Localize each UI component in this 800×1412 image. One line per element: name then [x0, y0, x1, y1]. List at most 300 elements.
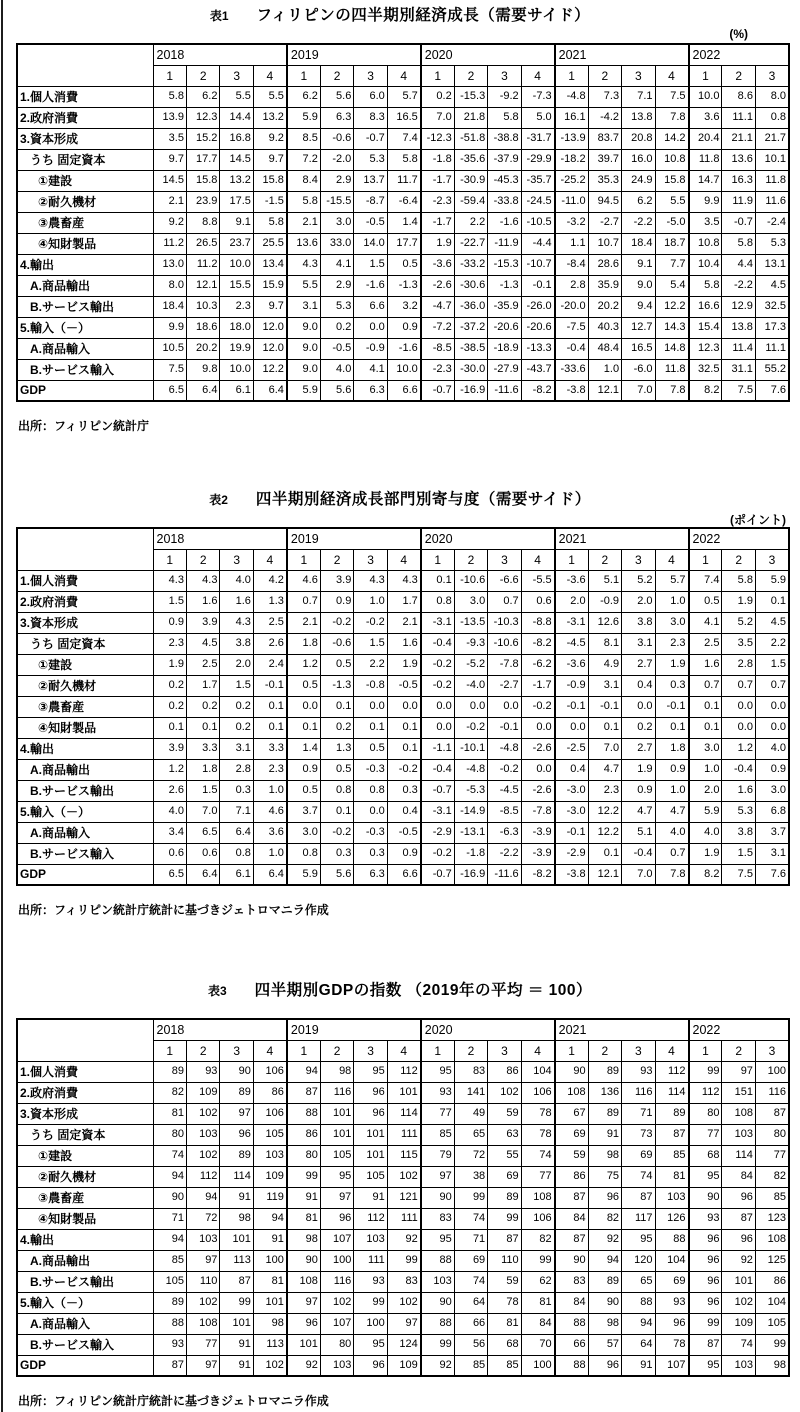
- table-cell: 20.4: [689, 128, 722, 149]
- table-cell: -4.2: [588, 107, 621, 128]
- table-cell: 89: [588, 1103, 621, 1124]
- table-cell: 108: [521, 1187, 554, 1208]
- row-label: GDP: [17, 864, 153, 885]
- table-cell: 91: [220, 1355, 253, 1376]
- table-cell: 112: [689, 1082, 722, 1103]
- table-cell: 6.4: [186, 864, 219, 885]
- quarter-header: 2: [722, 549, 755, 570]
- table-cell: 18.0: [220, 317, 253, 338]
- table-cell: 105: [320, 1145, 353, 1166]
- table-cell: 94: [622, 1313, 655, 1334]
- table-cell: -0.3: [354, 759, 387, 780]
- table-cell: 2.7: [622, 654, 655, 675]
- row-label: 5.輸入（－）: [17, 1292, 153, 1313]
- row-label: ③農畜産: [17, 696, 153, 717]
- table-cell: 80: [755, 1124, 789, 1145]
- table-cell: 93: [186, 1061, 219, 1082]
- table-cell: -7.2: [421, 317, 454, 338]
- table-cell: 88: [421, 1313, 454, 1334]
- table-cell: 0.2: [622, 717, 655, 738]
- table-cell: 14.5: [153, 170, 186, 191]
- year-header: 2018: [153, 44, 287, 65]
- table-cell: 17.5: [220, 191, 253, 212]
- table-cell: 6.2: [186, 86, 219, 107]
- year-header: 2019: [287, 1019, 421, 1040]
- table-row: [17, 359, 789, 380]
- table-cell: 113: [220, 1250, 253, 1271]
- table-cell: 6.6: [387, 864, 420, 885]
- row-label: 1.個人消費: [17, 570, 153, 591]
- table-cell: -0.1: [253, 675, 286, 696]
- table-cell: 0.8: [287, 843, 320, 864]
- table-cell: 8.1: [588, 633, 621, 654]
- table-cell: 109: [722, 1313, 755, 1334]
- table-cell: 15.8: [186, 170, 219, 191]
- table-cell: 101: [253, 1292, 286, 1313]
- section-table2: [0, 487, 800, 917]
- table-cell: 9.4: [622, 296, 655, 317]
- table-cell: -3.9: [521, 843, 554, 864]
- table-cell: 13.7: [354, 170, 387, 191]
- table-row: [17, 170, 789, 191]
- table-cell: 5.8: [287, 191, 320, 212]
- table-cell: 57: [588, 1334, 621, 1355]
- table-cell: 99: [689, 1313, 722, 1334]
- table-cell: 101: [320, 1124, 353, 1145]
- row-label: B.サービス輸入: [17, 1334, 153, 1355]
- table-row: [17, 1271, 789, 1292]
- table-cell: -10.3: [488, 612, 521, 633]
- table-cell: 1.0: [253, 780, 286, 801]
- table-cell: 3.8: [220, 633, 253, 654]
- table-cell: -0.9: [588, 591, 621, 612]
- table-cell: 9.0: [287, 359, 320, 380]
- table-cell: -1.5: [253, 191, 286, 212]
- table-cell: 90: [421, 1187, 454, 1208]
- table-cell: -0.5: [354, 212, 387, 233]
- table-cell: -4.8: [454, 759, 487, 780]
- year-header: 2020: [421, 528, 555, 549]
- row-label: 2.政府消費: [17, 107, 153, 128]
- table-cell: 4.6: [253, 801, 286, 822]
- row-label: ②耐久機材: [17, 191, 153, 212]
- table-cell: -20.0: [555, 296, 588, 317]
- table-cell: 99: [755, 1334, 789, 1355]
- table-cell: 9.0: [287, 338, 320, 359]
- table-cell: 4.7: [622, 801, 655, 822]
- table-cell: 11.1: [755, 338, 789, 359]
- table-cell: 107: [655, 1355, 688, 1376]
- table-cell: -2.4: [755, 212, 789, 233]
- table-cell: 78: [655, 1334, 688, 1355]
- table-cell: 64: [622, 1334, 655, 1355]
- table-cell: 88: [153, 1313, 186, 1334]
- row-label: うち 固定資本: [17, 149, 153, 170]
- table-cell: 4.7: [655, 801, 688, 822]
- table-cell: 11.4: [722, 338, 755, 359]
- table-cell: 103: [722, 1355, 755, 1376]
- table-cell: 69: [555, 1124, 588, 1145]
- table-cell: -0.2: [320, 822, 353, 843]
- table-cell: 0.4: [622, 675, 655, 696]
- table-row: [17, 612, 789, 633]
- row-label: B.サービス輸出: [17, 1271, 153, 1292]
- table-cell: 7.0: [622, 380, 655, 401]
- table-cell: 100: [253, 1250, 286, 1271]
- table-cell: 38: [454, 1166, 487, 1187]
- table-cell: -35.7: [521, 170, 554, 191]
- table-cell: 74: [454, 1271, 487, 1292]
- table-cell: 101: [220, 1229, 253, 1250]
- table-cell: -11.6: [488, 864, 521, 885]
- table-cell: 5.9: [755, 570, 789, 591]
- table-cell: 87: [555, 1187, 588, 1208]
- table-cell: 103: [354, 1229, 387, 1250]
- table-cell: 9.2: [153, 212, 186, 233]
- table-cell: 96: [354, 1103, 387, 1124]
- table-cell: -0.2: [354, 612, 387, 633]
- table-cell: 7.1: [220, 801, 253, 822]
- table-cell: 0.4: [555, 759, 588, 780]
- table-cell: 115: [387, 1145, 420, 1166]
- table-cell: -13.9: [555, 128, 588, 149]
- table-cell: 5.8: [153, 86, 186, 107]
- table-cell: 23.9: [186, 191, 219, 212]
- table-cell: -59.4: [454, 191, 487, 212]
- table-cell: -3.6: [555, 654, 588, 675]
- table-cell: 1.5: [186, 780, 219, 801]
- table-cell: 86: [253, 1082, 286, 1103]
- table2-tag: 表2: [209, 493, 228, 507]
- table-cell: -0.5: [387, 822, 420, 843]
- table-cell: -37.2: [454, 317, 487, 338]
- table-cell: 90: [555, 1250, 588, 1271]
- table-cell: 1.1: [555, 233, 588, 254]
- table-cell: 103: [655, 1187, 688, 1208]
- table-cell: -0.2: [454, 717, 487, 738]
- table-cell: 100: [354, 1313, 387, 1334]
- table-cell: 0.7: [655, 843, 688, 864]
- table-cell: -0.4: [421, 759, 454, 780]
- quarter-header: 3: [622, 65, 655, 86]
- table-cell: -35.9: [488, 296, 521, 317]
- table-cell: 4.3: [287, 254, 320, 275]
- table-cell: 2.3: [588, 780, 621, 801]
- table2-source: 出所：フィリピン統計庁統計に基づきジェトロマニラ作成: [18, 903, 329, 917]
- table-cell: -6.4: [387, 191, 420, 212]
- row-label: 4.輸出: [17, 1229, 153, 1250]
- table-cell: 5.6: [320, 864, 353, 885]
- table-cell: -8.7: [354, 191, 387, 212]
- table-cell: 5.5: [220, 86, 253, 107]
- table-cell: 1.0: [689, 759, 722, 780]
- table-cell: 3.1: [588, 675, 621, 696]
- table-cell: -30.0: [454, 359, 487, 380]
- table-cell: 0.1: [689, 717, 722, 738]
- table-cell: -0.4: [421, 633, 454, 654]
- table-cell: 95: [421, 1061, 454, 1082]
- table-cell: -9.2: [488, 86, 521, 107]
- table-cell: 13.4: [253, 254, 286, 275]
- table-cell: -2.6: [521, 738, 554, 759]
- table-cell: 0.2: [220, 696, 253, 717]
- table-cell: 2.3: [655, 633, 688, 654]
- table-cell: 0.0: [755, 717, 789, 738]
- table-cell: -29.9: [521, 149, 554, 170]
- table-cell: -0.5: [320, 338, 353, 359]
- table-cell: 12.3: [186, 107, 219, 128]
- table-cell: 69: [454, 1250, 487, 1271]
- table1-tag: 表1: [209, 9, 229, 23]
- table-cell: 85: [153, 1250, 186, 1271]
- table-cell: 105: [354, 1166, 387, 1187]
- table-cell: -2.7: [588, 212, 621, 233]
- table-cell: 7.1: [622, 86, 655, 107]
- quarter-header: 2: [186, 549, 219, 570]
- table-cell: 12.1: [186, 275, 219, 296]
- table2-contribution: [16, 527, 790, 886]
- table-cell: 104: [655, 1250, 688, 1271]
- table-cell: 97: [722, 1061, 755, 1082]
- row-label: 1.個人消費: [17, 1061, 153, 1082]
- table-cell: 0.5: [689, 591, 722, 612]
- table-cell: -0.2: [387, 759, 420, 780]
- table-cell: 77: [421, 1103, 454, 1124]
- table-cell: 75: [588, 1166, 621, 1187]
- table-cell: 106: [253, 1061, 286, 1082]
- table-cell: 0.8: [354, 780, 387, 801]
- table-row: [17, 1292, 789, 1313]
- table-cell: 1.6: [387, 633, 420, 654]
- table-cell: 0.8: [421, 591, 454, 612]
- table-cell: 99: [454, 1187, 487, 1208]
- table-cell: 9.0: [622, 275, 655, 296]
- table-cell: 1.8: [287, 633, 320, 654]
- table-cell: 12.2: [588, 822, 621, 843]
- table-cell: 1.9: [622, 759, 655, 780]
- table-row: [17, 86, 789, 107]
- year-header: 2022: [689, 1019, 790, 1040]
- table-cell: 13.6: [287, 233, 320, 254]
- table-cell: 2.9: [320, 170, 353, 191]
- table-cell: 4.5: [755, 612, 789, 633]
- table-cell: -33.2: [454, 254, 487, 275]
- table-cell: 89: [655, 1103, 688, 1124]
- table-cell: 0.2: [153, 696, 186, 717]
- row-label: ②耐久機材: [17, 675, 153, 696]
- table-cell: 0.9: [622, 780, 655, 801]
- row-label: 5.輸入（－）: [17, 317, 153, 338]
- table-cell: -24.5: [521, 191, 554, 212]
- table-cell: 5.7: [387, 86, 420, 107]
- table-cell: 3.0: [454, 591, 487, 612]
- table-cell: 6.3: [354, 864, 387, 885]
- table-cell: 105: [153, 1271, 186, 1292]
- table-row: [17, 843, 789, 864]
- table-cell: 114: [220, 1166, 253, 1187]
- table-cell: 96: [220, 1124, 253, 1145]
- table-cell: 0.0: [722, 717, 755, 738]
- table-cell: -0.2: [320, 612, 353, 633]
- table-cell: 90: [153, 1187, 186, 1208]
- table-cell: 91: [622, 1355, 655, 1376]
- table-cell: 109: [186, 1082, 219, 1103]
- table-cell: -1.7: [421, 212, 454, 233]
- table-cell: -13.1: [454, 822, 487, 843]
- table3-title: 四半期別GDPの指数 （2019年の平均 ＝ 100）: [254, 982, 593, 999]
- table-cell: 3.2: [387, 296, 420, 317]
- table-cell: -8.2: [521, 380, 554, 401]
- table-cell: 11.1: [722, 107, 755, 128]
- table-cell: 6.8: [755, 801, 789, 822]
- table-cell: 89: [488, 1187, 521, 1208]
- table-cell: 8.6: [722, 86, 755, 107]
- table-cell: 1.9: [387, 654, 420, 675]
- table-cell: 96: [689, 1271, 722, 1292]
- table-cell: 12.2: [253, 359, 286, 380]
- table-row: [17, 128, 789, 149]
- table-cell: 90: [689, 1187, 722, 1208]
- table-cell: 5.3: [354, 149, 387, 170]
- table-cell: -3.6: [421, 254, 454, 275]
- table-cell: 2.8: [220, 759, 253, 780]
- row-label: 2.政府消費: [17, 1082, 153, 1103]
- table-cell: 0.5: [287, 675, 320, 696]
- table-cell: 15.2: [186, 128, 219, 149]
- table-cell: 105: [755, 1313, 789, 1334]
- table-cell: -0.1: [488, 717, 521, 738]
- table-cell: 106: [521, 1208, 554, 1229]
- table-cell: 3.1: [755, 843, 789, 864]
- table-cell: 87: [555, 1229, 588, 1250]
- table-cell: 0.0: [421, 717, 454, 738]
- row-label: B.サービス輸入: [17, 359, 153, 380]
- table-cell: -0.5: [387, 675, 420, 696]
- table-cell: -0.6: [320, 128, 353, 149]
- table-cell: 6.3: [320, 107, 353, 128]
- table-cell: 9.0: [287, 317, 320, 338]
- row-label: ②耐久機材: [17, 1166, 153, 1187]
- table-cell: -2.3: [421, 359, 454, 380]
- table1-source: 出所：フィリピン統計庁: [18, 419, 150, 433]
- table-cell: 12.1: [588, 864, 621, 885]
- table-cell: 98: [287, 1229, 320, 1250]
- table-cell: 0.0: [622, 696, 655, 717]
- table-corner-cell: [17, 528, 153, 570]
- quarter-header: 1: [421, 1040, 454, 1061]
- table-row: [17, 591, 789, 612]
- table-cell: 90: [555, 1061, 588, 1082]
- year-header: 2021: [555, 528, 689, 549]
- table-cell: 5.4: [655, 275, 688, 296]
- table-cell: 109: [253, 1166, 286, 1187]
- table-row: [17, 738, 789, 759]
- table-cell: 96: [722, 1187, 755, 1208]
- table-cell: -1.6: [488, 212, 521, 233]
- table-cell: 7.5: [655, 86, 688, 107]
- table-cell: 7.4: [387, 128, 420, 149]
- table-cell: 3.8: [622, 612, 655, 633]
- row-label: B.サービス輸入: [17, 843, 153, 864]
- table3-tag: 表3: [207, 984, 227, 998]
- table-cell: 3.5: [153, 128, 186, 149]
- table-cell: 101: [320, 1103, 353, 1124]
- row-label: 5.輸入（－）: [17, 801, 153, 822]
- table-cell: 16.1: [555, 107, 588, 128]
- table-cell: 8.0: [153, 275, 186, 296]
- table-cell: 12.3: [689, 338, 722, 359]
- table-cell: 12.2: [588, 801, 621, 822]
- table-cell: 101: [220, 1313, 253, 1334]
- table-cell: 7.6: [755, 380, 789, 401]
- table-cell: 28.6: [588, 254, 621, 275]
- table-cell: -25.2: [555, 170, 588, 191]
- table-cell: 7.5: [153, 359, 186, 380]
- table-cell: 10.3: [186, 296, 219, 317]
- table-cell: 6.5: [186, 822, 219, 843]
- table-cell: 114: [722, 1145, 755, 1166]
- table-cell: 91: [287, 1187, 320, 1208]
- table-cell: 13.8: [722, 317, 755, 338]
- table-cell: 5.8: [387, 149, 420, 170]
- table-cell: 0.2: [186, 696, 219, 717]
- table-cell: 5.2: [622, 570, 655, 591]
- table-cell: 77: [186, 1334, 219, 1355]
- table-cell: 79: [421, 1145, 454, 1166]
- table-cell: 73: [622, 1124, 655, 1145]
- table-cell: 9.7: [253, 296, 286, 317]
- table-cell: -0.4: [555, 338, 588, 359]
- table-cell: 55: [488, 1145, 521, 1166]
- table-cell: 1.0: [655, 780, 688, 801]
- table-cell: 15.8: [655, 170, 688, 191]
- table-cell: -0.9: [354, 338, 387, 359]
- table-cell: 1.9: [689, 843, 722, 864]
- table-cell: -2.7: [488, 675, 521, 696]
- table-cell: 0.1: [421, 570, 454, 591]
- table-cell: 5.6: [320, 86, 353, 107]
- table-cell: 102: [186, 1145, 219, 1166]
- table-cell: 108: [555, 1082, 588, 1103]
- table-cell: 5.2: [722, 612, 755, 633]
- table-cell: 1.9: [655, 654, 688, 675]
- table-cell: 119: [253, 1187, 286, 1208]
- table-cell: 2.2: [354, 654, 387, 675]
- year-header: 2021: [555, 44, 689, 65]
- table-cell: -0.1: [555, 696, 588, 717]
- table-cell: 0.1: [186, 717, 219, 738]
- table-cell: 6.0: [354, 86, 387, 107]
- quarter-header: 3: [488, 549, 521, 570]
- table-cell: 97: [387, 1313, 420, 1334]
- table-cell: 88: [421, 1250, 454, 1271]
- table-cell: 4.2: [253, 570, 286, 591]
- row-label: ①建設: [17, 170, 153, 191]
- table-cell: 116: [755, 1082, 789, 1103]
- table-cell: 8.0: [755, 86, 789, 107]
- table-cell: -7.8: [488, 654, 521, 675]
- table-cell: 103: [320, 1355, 353, 1376]
- table-cell: -6.6: [488, 570, 521, 591]
- table-cell: 98: [588, 1313, 621, 1334]
- table-cell: 3.1: [622, 633, 655, 654]
- table3-source: 出所：フィリピン統計庁統計に基づきジェトロマニラ作成: [18, 1394, 329, 1408]
- table-cell: 81: [521, 1292, 554, 1313]
- table-cell: 2.1: [287, 612, 320, 633]
- quarter-header: 3: [622, 549, 655, 570]
- table-cell: 88: [655, 1229, 688, 1250]
- table-cell: 9.1: [220, 212, 253, 233]
